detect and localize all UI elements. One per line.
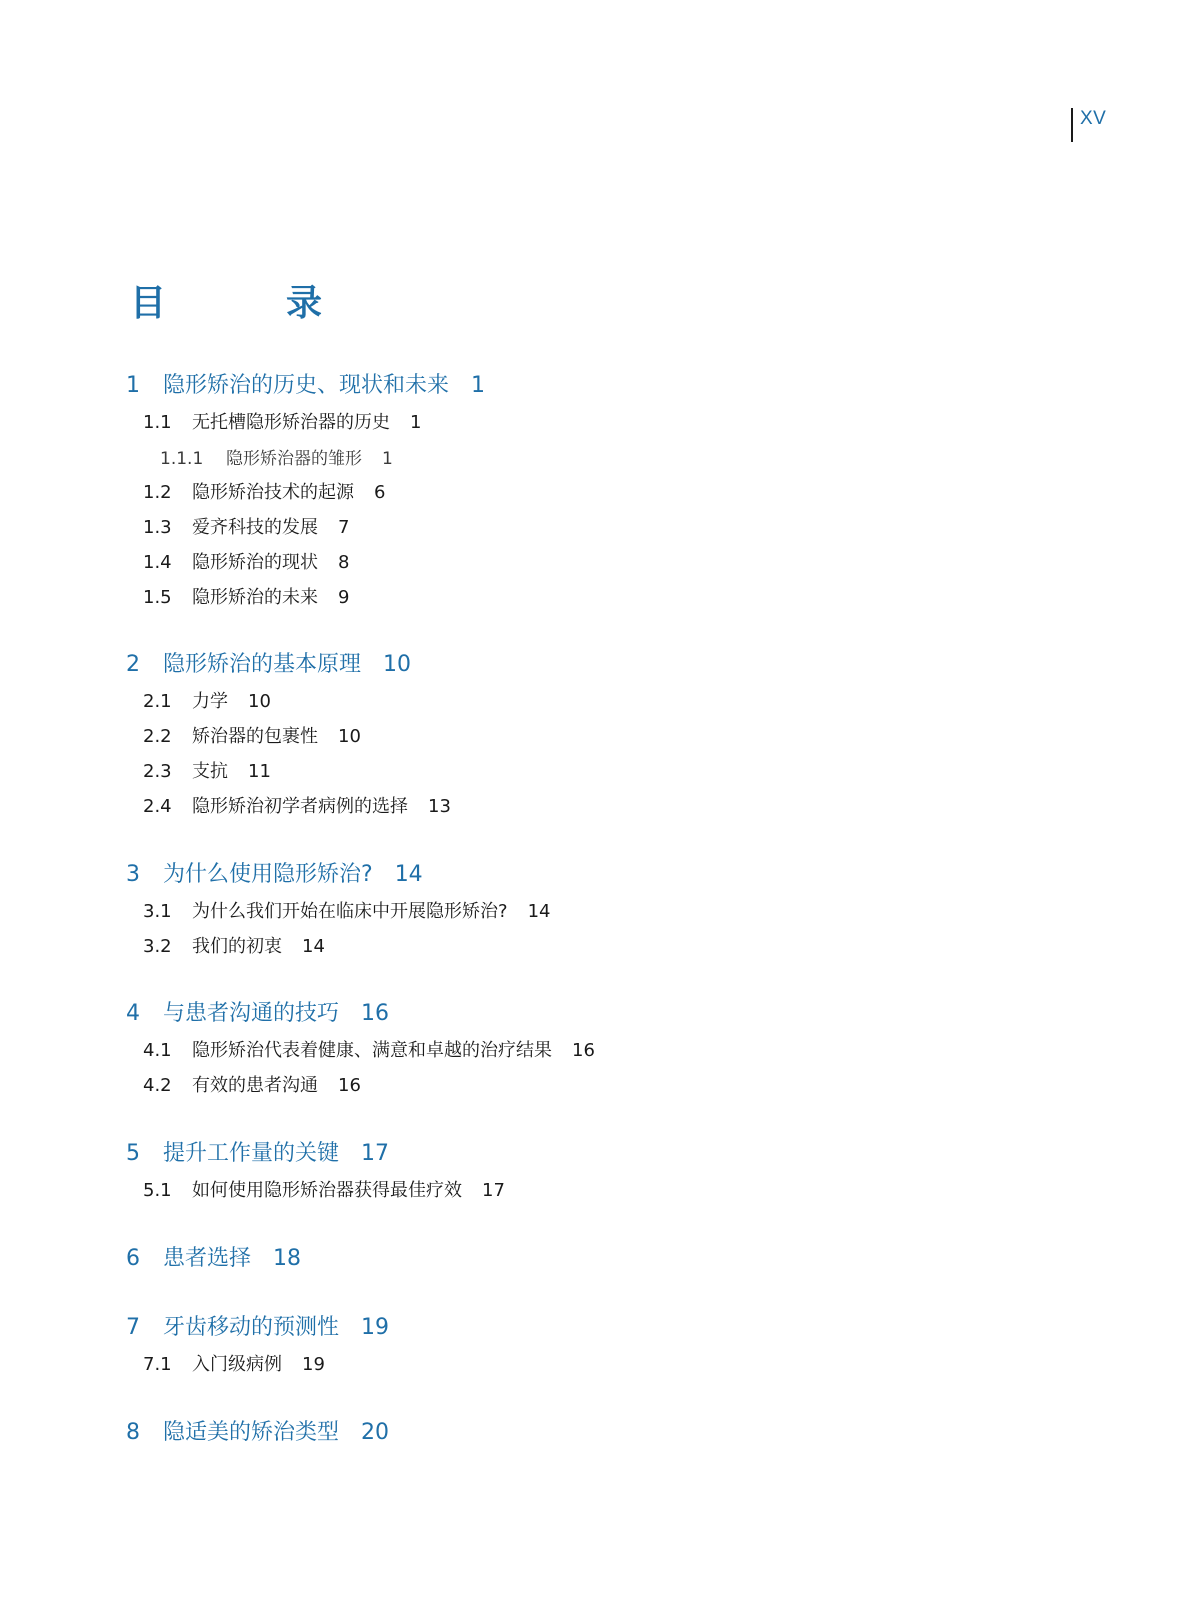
entry-title: 矫治器的包裹性 xyxy=(192,726,318,747)
entry-title: 入门级病例 xyxy=(192,1354,282,1375)
entry-page: 19 xyxy=(361,1315,390,1340)
entry-page: 14 xyxy=(527,901,551,922)
entry-number: 5 xyxy=(126,1141,140,1166)
toc-section-1-4[interactable] xyxy=(143,548,349,574)
entry-page: 1 xyxy=(382,449,393,469)
entry-page: 11 xyxy=(248,761,271,782)
toc-chapter-4[interactable] xyxy=(126,996,389,1027)
entry-number: 1.3 xyxy=(143,517,172,538)
toc-chapter-2[interactable] xyxy=(126,647,411,678)
toc-section-1-1[interactable] xyxy=(143,408,421,434)
entry-page: 10 xyxy=(338,726,361,747)
toc-section-2-4[interactable] xyxy=(143,792,451,818)
entry-number: 3 xyxy=(126,862,140,887)
entry-page: 13 xyxy=(428,796,451,817)
entry-page: 9 xyxy=(338,587,350,608)
entry-page: 10 xyxy=(383,652,412,677)
entry-number: 2.3 xyxy=(143,761,172,782)
entry-title: 爱齐科技的发展 xyxy=(192,517,318,538)
entry-number: 2.2 xyxy=(143,726,172,747)
entry-title: 与患者沟通的技巧 xyxy=(163,1001,340,1026)
entry-page: 7 xyxy=(338,517,350,538)
entry-page: 17 xyxy=(482,1180,505,1201)
entry-number: 6 xyxy=(126,1246,140,1271)
toc-section-7-1[interactable] xyxy=(143,1350,325,1376)
entry-title: 隐形矫治初学者病例的选择 xyxy=(192,796,408,817)
entry-page: 14 xyxy=(394,862,423,887)
toc-section-1-5[interactable] xyxy=(143,583,349,609)
toc-section-4-1[interactable] xyxy=(143,1036,595,1062)
entry-title: 隐形矫治器的雏形 xyxy=(226,449,362,469)
entry-number: 1 xyxy=(126,373,140,398)
entry-number: 7 xyxy=(126,1315,140,1340)
entry-title: 隐形矫治的未来 xyxy=(192,587,318,608)
toc-chapter-3[interactable] xyxy=(126,857,423,888)
entry-title: 牙齿移动的预测性 xyxy=(163,1315,340,1340)
entry-title: 隐适美的矫治类型 xyxy=(163,1420,340,1445)
entry-number: 2.4 xyxy=(143,796,172,817)
toc-section-3-2[interactable] xyxy=(143,932,325,958)
entry-title: 患者选择 xyxy=(163,1246,252,1271)
entry-number: 2 xyxy=(126,652,140,677)
toc-section-5-1[interactable] xyxy=(143,1176,505,1202)
entry-title: 如何使用隐形矫治器获得最佳疗效 xyxy=(192,1180,462,1201)
entry-number: 5.1 xyxy=(143,1180,172,1201)
entry-page: 17 xyxy=(361,1141,390,1166)
toc-section-1-3[interactable] xyxy=(143,513,349,539)
toc-chapter-8[interactable] xyxy=(126,1415,389,1446)
entry-number: 3.2 xyxy=(143,936,172,957)
entry-number: 2.1 xyxy=(143,691,172,712)
entry-page: 16 xyxy=(338,1075,361,1096)
entry-page: 14 xyxy=(302,936,325,957)
entry-page: 18 xyxy=(273,1246,302,1271)
entry-title: 隐形矫治技术的起源 xyxy=(192,482,354,503)
entry-title: 无托槽隐形矫治器的历史 xyxy=(192,412,390,433)
entry-title: 有效的患者沟通 xyxy=(192,1075,318,1096)
toc-section-2-1[interactable] xyxy=(143,687,271,713)
entry-title: 隐形矫治的历史、现状和未来 xyxy=(163,373,450,398)
toc-title: 目 录 xyxy=(130,283,365,324)
entry-page: 8 xyxy=(338,552,350,573)
entry-page: 6 xyxy=(374,482,386,503)
entry-number: 8 xyxy=(126,1420,140,1445)
entry-title: 我们的初衷 xyxy=(192,936,282,957)
page-number: XV xyxy=(1080,108,1107,129)
entry-title: 隐形矫治的现状 xyxy=(192,552,318,573)
entry-number: 4.2 xyxy=(143,1075,172,1096)
entry-title: 隐形矫治代表着健康、满意和卓越的治疗结果 xyxy=(192,1040,552,1061)
entry-title: 为什么我们开始在临床中开展隐形矫治? xyxy=(192,901,508,922)
entry-page: 20 xyxy=(361,1420,390,1445)
toc-chapter-7[interactable] xyxy=(126,1310,389,1341)
entry-page: 19 xyxy=(302,1354,325,1375)
toc-section-2-3[interactable] xyxy=(143,757,271,783)
entry-title: 提升工作量的关键 xyxy=(163,1141,340,1166)
entry-number: 3.1 xyxy=(143,901,172,922)
entry-number: 1.1 xyxy=(143,412,172,433)
toc-section-2-2[interactable] xyxy=(143,722,361,748)
toc-subsection-1-1-1[interactable] xyxy=(160,444,393,469)
toc-chapter-6[interactable] xyxy=(126,1241,301,1272)
entry-title: 力学 xyxy=(192,691,228,712)
entry-number: 1.2 xyxy=(143,482,172,503)
entry-number: 1.1.1 xyxy=(160,449,204,469)
toc-section-1-2[interactable] xyxy=(143,478,385,504)
entry-number: 1.5 xyxy=(143,587,172,608)
entry-title: 为什么使用隐形矫治? xyxy=(163,862,373,887)
entry-page: 1 xyxy=(471,373,486,398)
entry-number: 4.1 xyxy=(143,1040,172,1061)
entry-title: 隐形矫治的基本原理 xyxy=(163,652,362,677)
toc-section-4-2[interactable] xyxy=(143,1071,361,1097)
entry-title: 支抗 xyxy=(192,761,228,782)
entry-number: 4 xyxy=(126,1001,140,1026)
entry-page: 16 xyxy=(572,1040,595,1061)
entry-page: 1 xyxy=(410,412,422,433)
entry-page: 16 xyxy=(361,1001,390,1026)
toc-chapter-5[interactable] xyxy=(126,1136,389,1167)
entry-number: 1.4 xyxy=(143,552,172,573)
toc-chapter-1[interactable] xyxy=(126,368,485,399)
entry-page: 10 xyxy=(248,691,271,712)
toc-section-3-1[interactable] xyxy=(143,897,550,923)
entry-number: 7.1 xyxy=(143,1354,172,1375)
